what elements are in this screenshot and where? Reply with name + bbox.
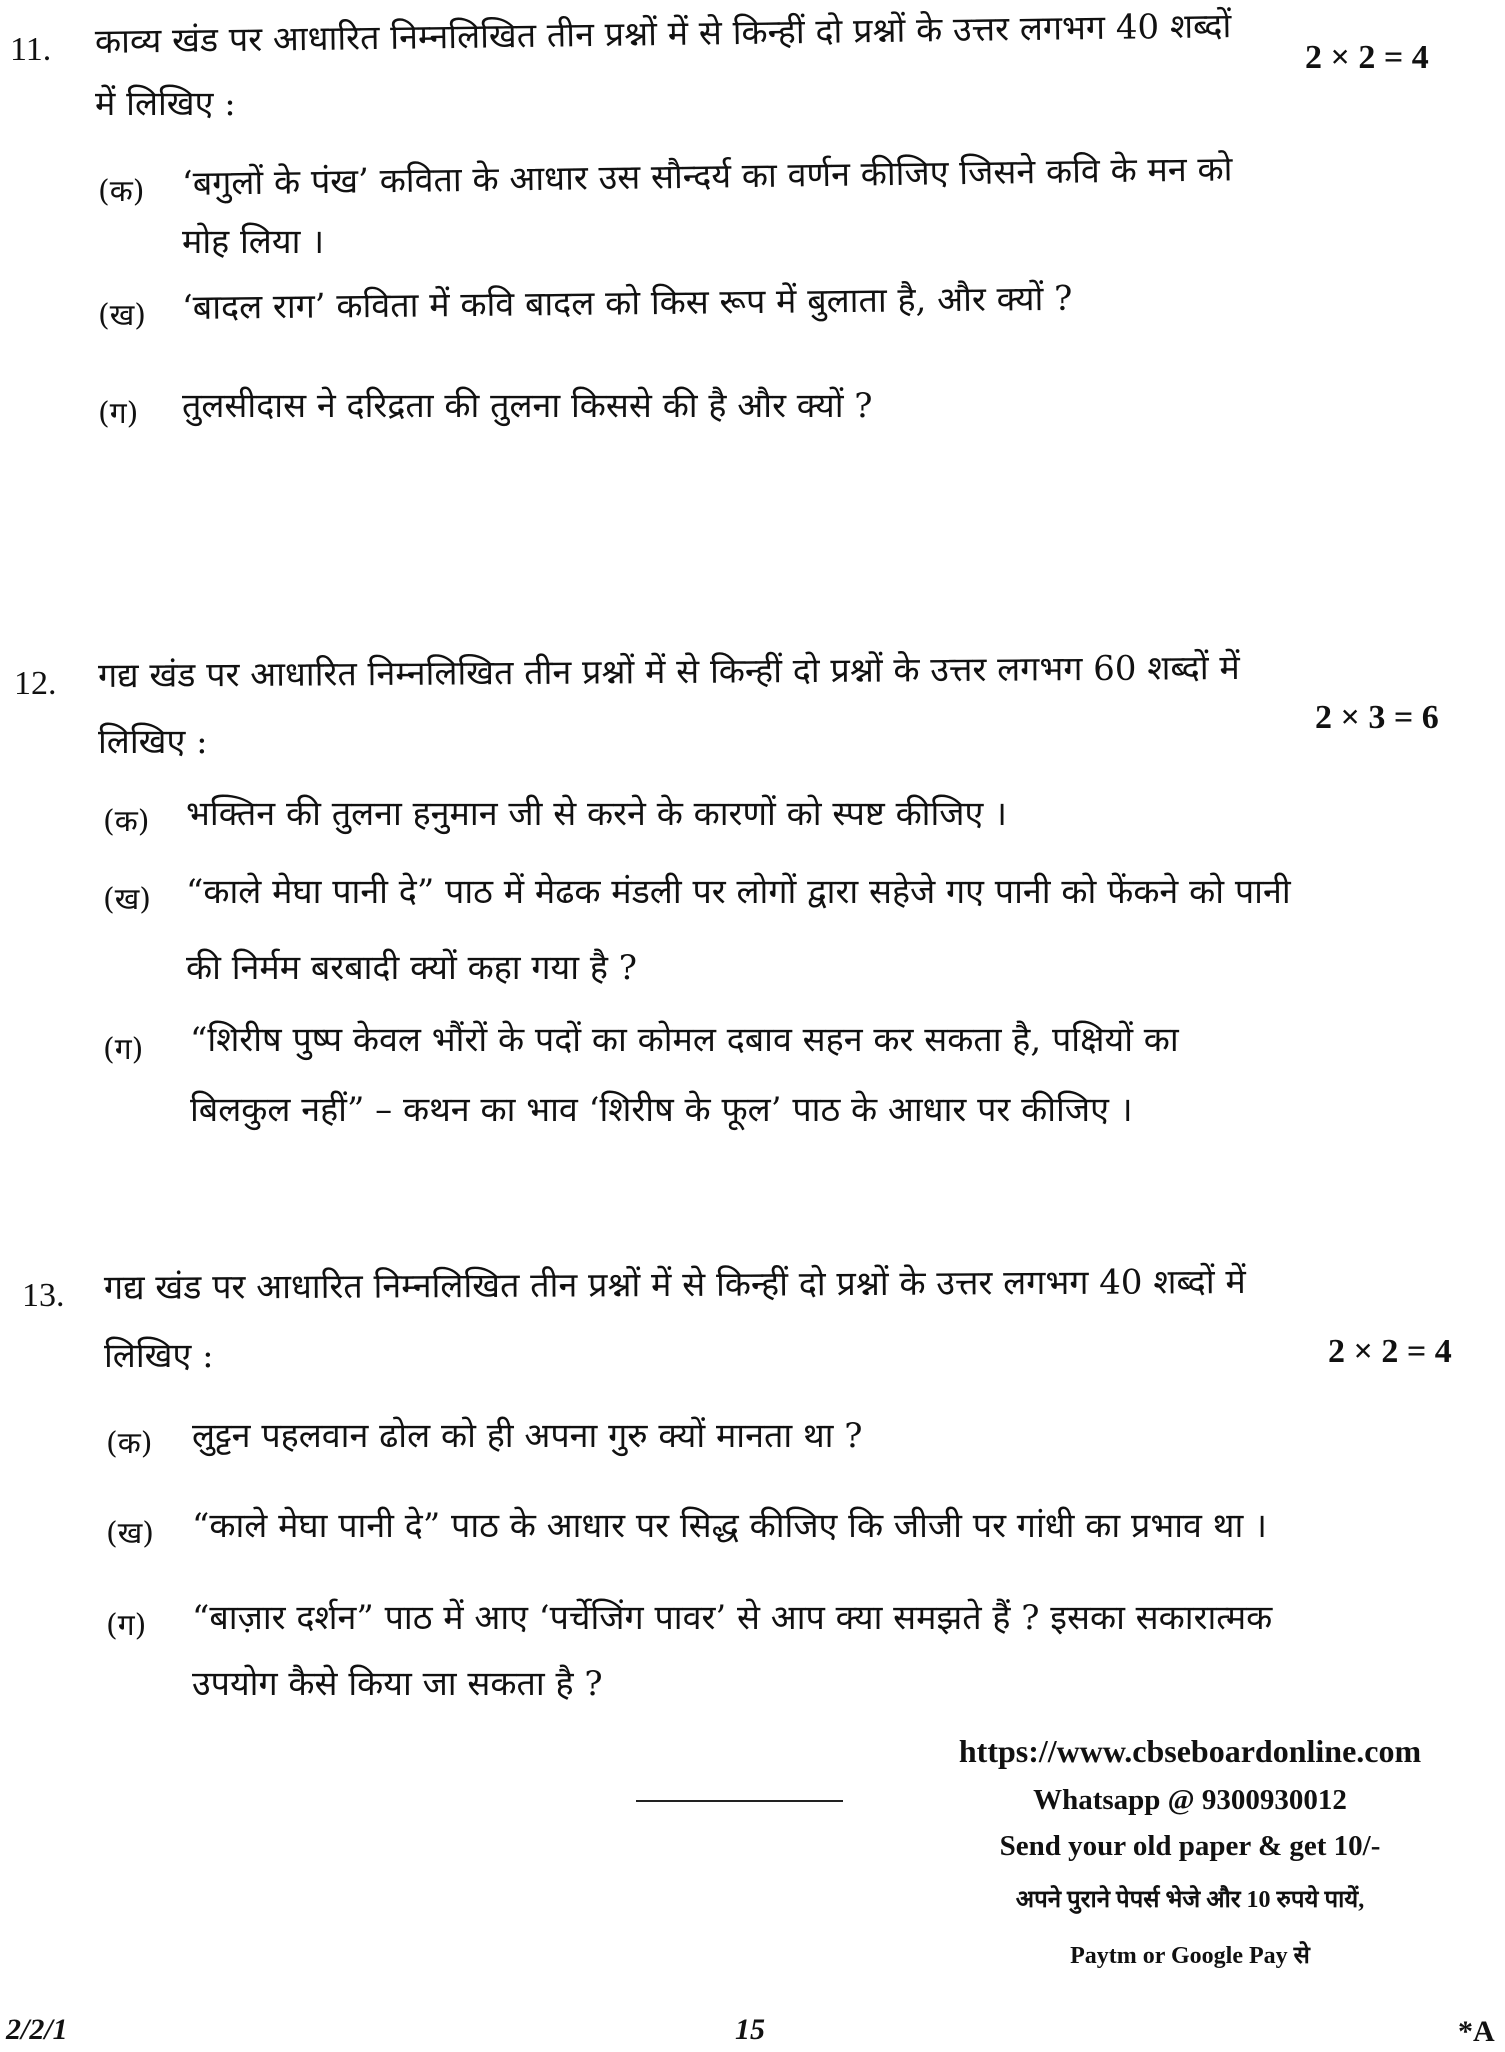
part-label: (ग) xyxy=(98,396,139,431)
part-text: लुट्टन पहलवान ढोल को ही अपना गुरु क्यों मानता था ? xyxy=(192,1416,863,1456)
marks: 2 × 2 = 4 xyxy=(1328,1333,1452,1370)
page-mark: *A xyxy=(1458,2015,1495,2048)
part-text: “बाज़ार दर्शन” पाठ में आए ‘पर्चेजिंग पावर’ से आप क्या समझते हैं ? इसका सकारात्मक xyxy=(192,1598,1273,1638)
part-text: “काले मेघा पानी दे” पाठ के आधार पर सिद्ध कीजिए कि जीजी पर गांधी का प्रभाव था । xyxy=(192,1506,1267,1546)
promo-whatsapp: Whatsapp @ 9300930012 xyxy=(1033,1784,1347,1816)
question-number: 13. xyxy=(22,1277,65,1314)
promo-offer-hindi: अपने पुराने पेपर्स भेजे और 10 रुपये पायें, xyxy=(1015,1887,1365,1913)
part-label: (ख) xyxy=(98,298,146,333)
part-label: (ग) xyxy=(106,1608,147,1643)
question-number: 11. xyxy=(10,31,52,68)
part-label: (ख) xyxy=(106,1516,154,1551)
marks: 2 × 2 = 4 xyxy=(1305,39,1429,76)
question-prompt-cont: लिखिए : xyxy=(98,722,208,762)
promo-payment: Paytm or Google Pay से xyxy=(1070,1943,1310,1969)
part-text: ‘बादल राग’ कविता में कवि बादल को किस रूप में बुलाता है, और क्यों ? xyxy=(181,278,1073,328)
part-label: (ख) xyxy=(103,882,151,917)
question-number: 12. xyxy=(14,665,57,702)
end-divider xyxy=(636,1800,843,1802)
page-number: 15 xyxy=(735,2013,765,2046)
part-text: ‘बगुलों के पंख’ कविता के आधार उस सौन्दर्य का वर्णन कीजिए जिसने कवि के मन को xyxy=(181,149,1233,204)
part-text-cont: बिलकुल नहीं” – कथन का भाव ‘शिरीष के फूल’ पाठ के आधार पर कीजिए । xyxy=(190,1090,1133,1130)
promo-offer: Send your old paper & get 10/- xyxy=(999,1830,1381,1862)
part-text-cont: की निर्मम बरबादी क्यों कहा गया है ? xyxy=(186,948,637,988)
paper-code: 2/2/1 xyxy=(6,2013,68,2046)
part-text-cont: मोह लिया । xyxy=(182,222,325,262)
question-prompt: गद्य खंड पर आधारित निम्नलिखित तीन प्रश्नों में से किन्हीं दो प्रश्नों के उत्तर लगभग 60 शब्दों में xyxy=(97,648,1240,696)
part-text: “काले मेघा पानी दे” पाठ में मेढक मंडली पर लोगों द्वारा सहेजे गए पानी को फेंकने को पानी xyxy=(186,872,1291,912)
question-prompt: काव्य खंड पर आधारित निम्नलिखित तीन प्रश्नों में से किन्हीं दो प्रश्नों के उत्तर लगभग 40 शब्दों xyxy=(94,6,1232,62)
marks: 2 × 3 = 6 xyxy=(1315,699,1439,736)
question-prompt: गद्य खंड पर आधारित निम्नलिखित तीन प्रश्नों में से किन्हीं दो प्रश्नों के उत्तर लगभग 40 शब्दों में xyxy=(103,1262,1246,1308)
question-prompt-cont: में लिखिए : xyxy=(95,84,236,124)
part-label: (क) xyxy=(103,804,150,839)
part-label: (क) xyxy=(98,174,145,209)
promo-url[interactable]: https://www.cbseboardonline.com xyxy=(958,1733,1422,1769)
part-text: भक्तिन की तुलना हनुमान जी से करने के कारणों को स्पष्ट कीजिए । xyxy=(186,794,1008,834)
part-label: (क) xyxy=(106,1426,153,1461)
part-label: (ग) xyxy=(103,1032,144,1067)
part-text: “शिरीष पुष्प केवल भौंरों के पदों का कोमल दबाव सहन कर सकता है, पक्षियों का xyxy=(190,1020,1179,1060)
question-prompt-cont: लिखिए : xyxy=(104,1336,214,1376)
part-text-cont: उपयोग कैसे किया जा सकता है ? xyxy=(192,1664,603,1704)
part-text: तुलसीदास ने दरिद्रता की तुलना किससे की है और क्यों ? xyxy=(182,386,873,426)
